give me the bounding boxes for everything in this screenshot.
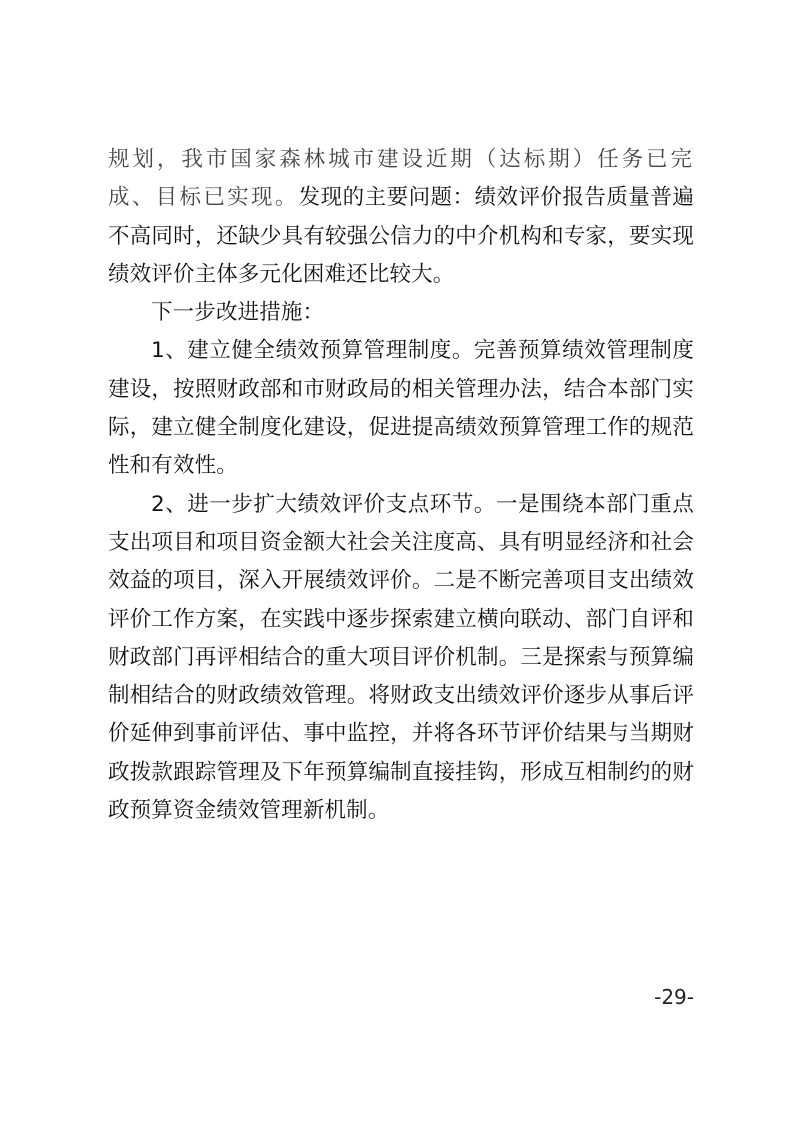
document-body bbox=[108, 141, 694, 830]
paragraph-measure-2: 2、进一步扩大绩效评价支点环节。一是围绕本部门重点支出项目和项目资金额大社会关注度高、具有明显经济和社会效益的项目，深入开展绩效评价。二是不断完善项目支出绩效评价工作方案，在实践中逐步探索建立横向联动、部门自评和财政部门再评相结合的重大项目评价机制。三是探索与预算编制相结合的财政绩效管理。将财政支出绩效评价逐步从事后评价延伸到事前评估、事中监控，并将各环节评价结果与当期财政拨款跟踪管理及下年预算编制直接挂钩，形成互相制约的财政预算资金绩效管理新机制。 bbox=[108, 491, 694, 824]
page-number: -29- bbox=[654, 985, 694, 1009]
paragraph-measure-1: 1、建立健全绩效预算管理制度。完善预算绩效管理制度建设，按照财政部和市财政局的相关管理办法，结合本部门实际，建立健全制度化建设，促进提高绩效预算管理工作的规范性和有效性。 bbox=[108, 338, 694, 479]
paragraph-continuation: 规划，我市国家森林城市建设近期（达标期）任务已完成、目标已实现。 bbox=[108, 147, 694, 211]
paragraph-next-steps-heading: 下一步改进措施： bbox=[151, 300, 325, 326]
paragraph-problems bbox=[108, 141, 694, 294]
paragraph-problems-text: 发现的主要问题：绩效评价报告质量普遍不高同时，还缺少具有较强公信力的中介机构和专家，要实现绩效评价主体多元化困难还比较大。 bbox=[108, 185, 694, 287]
